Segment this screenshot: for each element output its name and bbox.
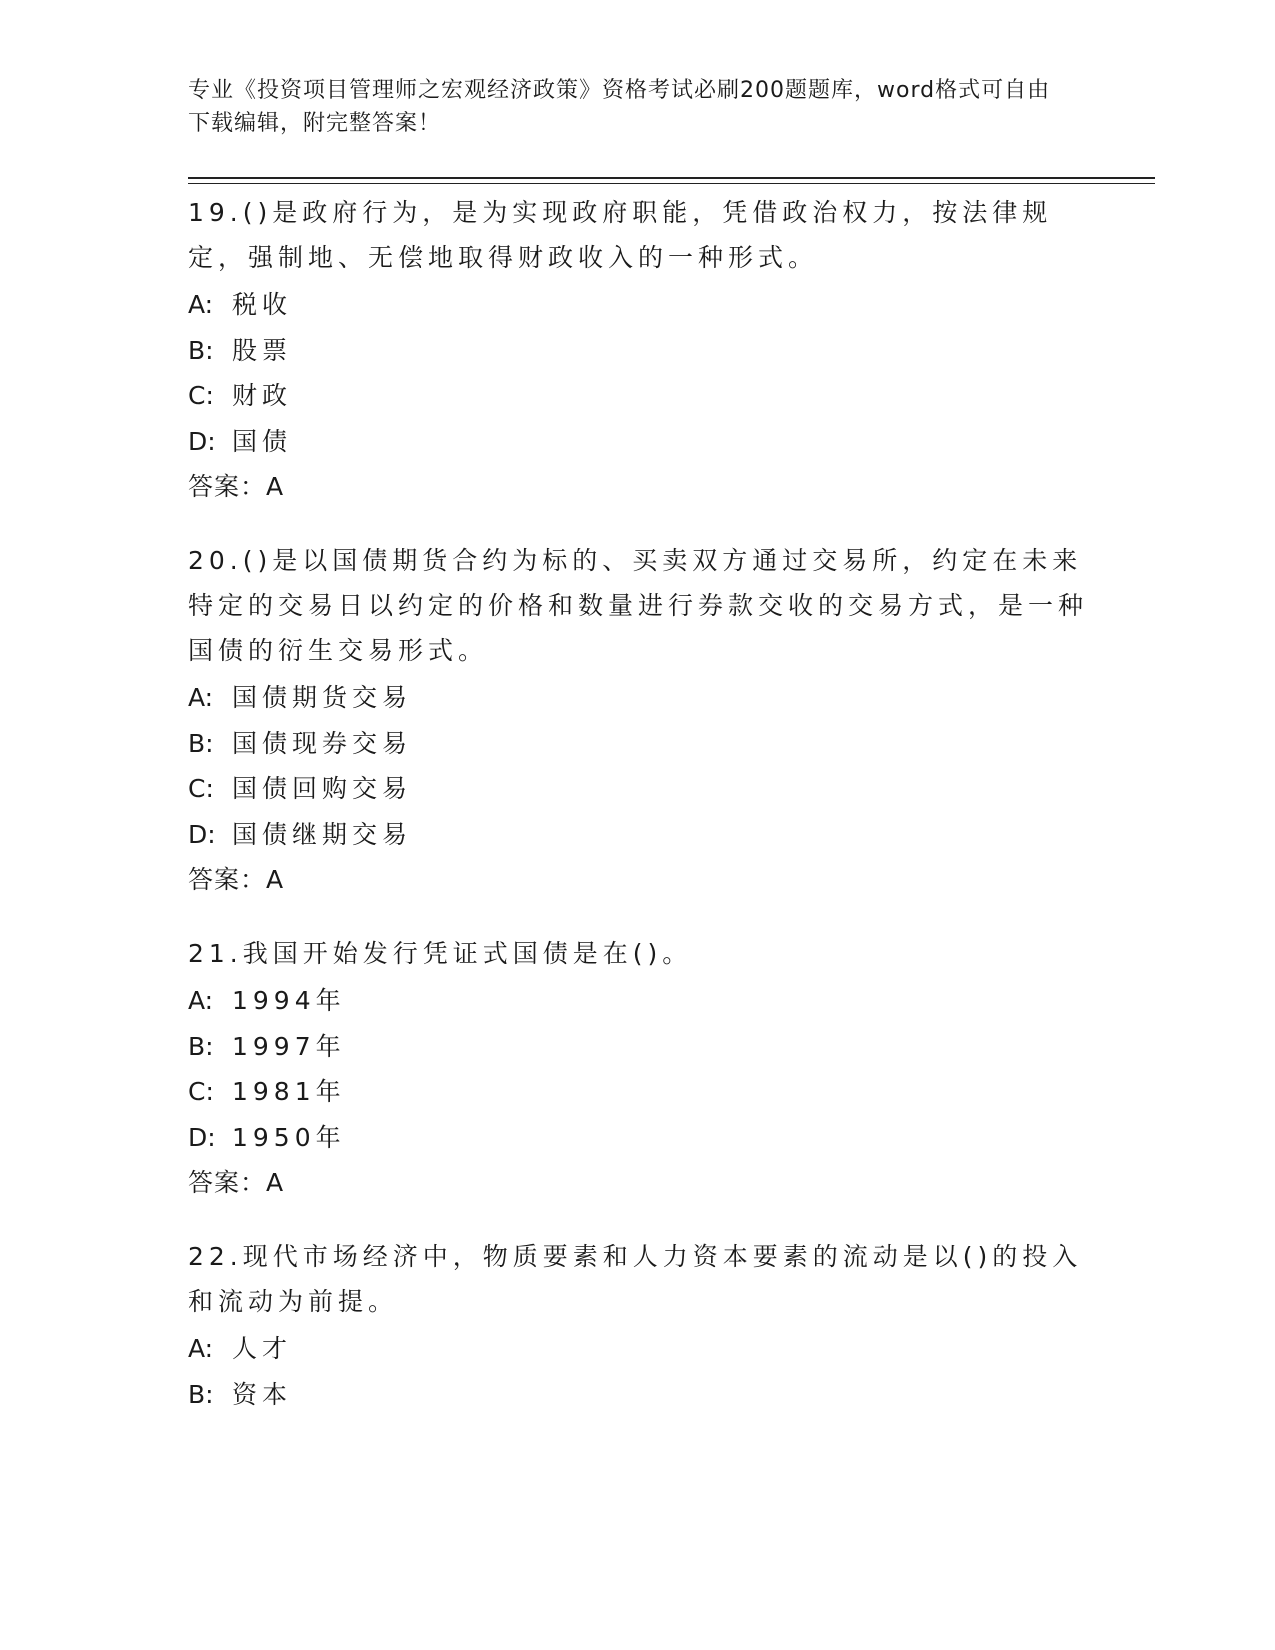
option-text: 国债回购交易: [232, 774, 413, 803]
option-a: [188, 282, 1088, 328]
option-letter: C:: [188, 774, 214, 803]
answer-line: 答案：A: [188, 865, 285, 894]
option-text: 财政: [232, 381, 293, 410]
answer-line: 答案：A: [188, 1168, 285, 1197]
question-22: [188, 1234, 1088, 1417]
question-stem: 22.现代市场经济中，物质要素和人力资本要素的流动是以()的投入和流动为前提。: [188, 1242, 1083, 1316]
question-stem: 20.()是以国债期货合约为标的、买卖双方通过交易所，约定在未来特定的交易日以约定的价格和数量进行券款交收的交易方式，是一种国债的衍生交易形式。: [188, 546, 1089, 665]
option-d: [188, 812, 1088, 858]
question-21: [188, 931, 1088, 1206]
answer-line: 答案：A: [188, 472, 285, 501]
option-b: [188, 721, 1088, 767]
option-letter: A:: [188, 683, 214, 712]
option-text: 股票: [232, 335, 293, 365]
option-text: 1950年: [232, 1122, 346, 1152]
question-stem: 19.()是政府行为，是为实现政府职能，凭借政治权力，按法律规定，强制地、无偿地取得财政收入的一种形式。: [188, 198, 1053, 272]
option-a: [188, 1326, 1088, 1372]
option-text: 资本: [232, 1379, 293, 1409]
option-letter: D:: [188, 426, 216, 456]
question-20: [188, 538, 1088, 903]
option-letter: A:: [188, 986, 214, 1015]
option-text: 税收: [232, 290, 293, 319]
option-c: [188, 1069, 1088, 1115]
option-b: [188, 328, 1088, 374]
option-text: 国债现券交易: [232, 728, 413, 758]
option-letter: B:: [188, 1379, 214, 1409]
option-letter: C:: [188, 1077, 214, 1106]
option-text: 国债继期交易: [232, 819, 413, 849]
option-text: 1997年: [232, 1031, 346, 1061]
option-text: 人才: [232, 1334, 293, 1363]
option-letter: B:: [188, 335, 214, 365]
question-list: [188, 190, 1088, 1445]
option-b: [188, 1372, 1088, 1418]
option-b: [188, 1024, 1088, 1070]
option-letter: B:: [188, 728, 214, 758]
header-divider-thick: [188, 177, 1155, 179]
option-text: 国债期货交易: [232, 683, 413, 712]
option-letter: D:: [188, 1122, 216, 1152]
option-d: [188, 419, 1088, 465]
option-letter: B:: [188, 1031, 214, 1061]
option-text: 1981年: [232, 1077, 346, 1106]
option-c: [188, 766, 1088, 812]
option-a: [188, 675, 1088, 721]
document-header: 专业《投资项目管理师之宏观经济政策》资格考试必刷200题题库，word格式可自由下载编辑，附完整答案！: [188, 78, 1051, 136]
option-letter: D:: [188, 819, 216, 849]
option-letter: A:: [188, 290, 214, 319]
option-a: [188, 978, 1088, 1024]
option-text: 1994年: [232, 986, 346, 1015]
option-letter: A:: [188, 1334, 214, 1363]
option-letter: C:: [188, 381, 214, 410]
question-stem: 21.我国开始发行凭证式国债是在()。: [188, 939, 693, 968]
option-d: [188, 1115, 1088, 1161]
option-c: [188, 373, 1088, 419]
option-text: 国债: [232, 426, 293, 456]
question-19: [188, 190, 1088, 510]
header-divider-thin: [188, 183, 1155, 184]
